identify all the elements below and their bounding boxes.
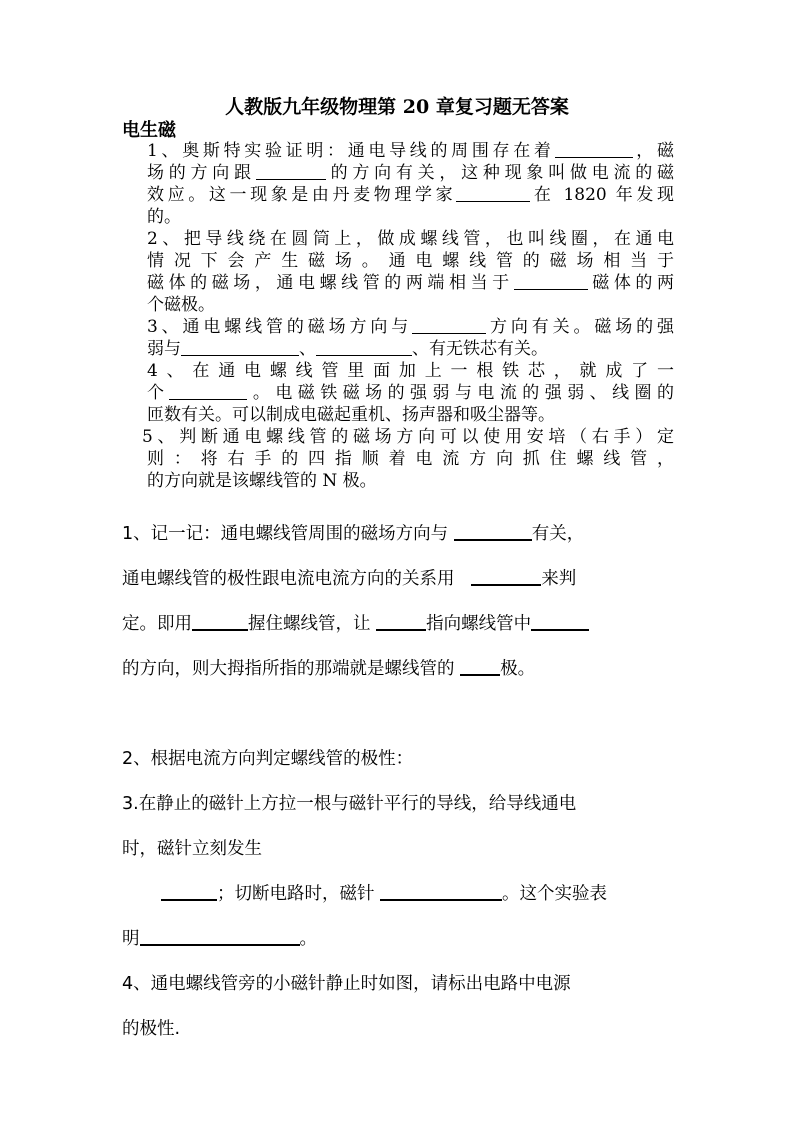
q2-line3 <box>122 272 674 294</box>
ex1-text: 1、记一记：通电螺线管周围的磁场方向与 <box>122 524 449 544</box>
ex1-line2 <box>122 557 682 602</box>
q1-line1 <box>122 140 674 162</box>
spacer <box>122 692 682 737</box>
q5-line1: 5、判断通电螺线管的磁场方向可以使用安培（右手）定 <box>142 427 674 447</box>
q1-text: 效应。这一现象是由丹麦物理学家 <box>147 185 457 205</box>
q2-line2: 情况下会产生磁场。通电螺线管的磁场相当于 <box>147 251 674 271</box>
blank-field[interactable] <box>161 883 217 901</box>
blank-field[interactable] <box>471 568 541 586</box>
ex3-line1: 3.在静止的磁针上方拉一根与磁针平行的导线，给导线通电 <box>122 794 577 814</box>
ex1-text: 通电螺线管的极性跟电流电流方向的关系用 <box>122 569 455 589</box>
ex1-text: 握住螺线管，让 <box>248 614 371 634</box>
blank-field[interactable] <box>181 339 299 356</box>
ex3-text: ；切断电路时，磁针 <box>216 884 375 904</box>
blank-field[interactable] <box>169 383 247 400</box>
q4-line2 <box>122 382 674 404</box>
ex3-line4 <box>122 917 682 962</box>
ex3-text: 。这个实验表 <box>502 884 608 904</box>
ex1-text: 定。即用 <box>122 614 192 634</box>
q2-text: 磁体的磁场，通电螺线管的两端相当于 <box>147 273 514 293</box>
q3-text: 方向有关。磁场的强 <box>486 317 674 337</box>
q2-line1: 2、把导线绕在圆筒上，做成螺线管，也叫线圈，在通电 <box>147 229 674 249</box>
section-heading: 电生磁 <box>122 120 176 141</box>
q1-text: 的方向有关，这种现象叫做电流的磁 <box>325 163 675 183</box>
ex3-text: 明 <box>122 929 140 949</box>
blank-field[interactable] <box>555 141 633 158</box>
ex4-line1: 4、通电螺线管旁的小磁针静止时如图，请标出电路中电源 <box>122 974 571 994</box>
blank-field[interactable] <box>514 273 588 290</box>
q4-text: 个 <box>147 383 170 403</box>
blank-field[interactable] <box>192 613 248 631</box>
q3-text: 、有无铁芯有关。 <box>412 339 548 359</box>
q2-text: 磁体的两 <box>587 273 675 293</box>
q1-text: 1、奥斯特实验证明：通电导线的周围存在着 <box>147 141 555 161</box>
review-notes <box>122 140 674 492</box>
q4-line1: 4、在通电螺线管里面加上一根铁芯，就成了一 <box>147 361 674 381</box>
blank-field[interactable] <box>256 163 326 180</box>
blank-field[interactable] <box>412 317 486 334</box>
blank-field[interactable] <box>456 185 530 202</box>
q1-text: ，磁 <box>632 141 674 161</box>
ex1-text: 的方向，则大拇指所指的那端就是螺线管的 <box>122 659 455 679</box>
blank-field[interactable] <box>376 613 426 631</box>
blank-field[interactable] <box>140 928 300 946</box>
blank-field[interactable] <box>454 523 532 541</box>
q1-line2 <box>122 162 674 184</box>
q5-line3: 的方向就是该螺线管的 N 极。 <box>147 471 377 491</box>
ex1-line1 <box>122 512 682 557</box>
q1-text: 在 1820 年发现 <box>530 185 674 205</box>
ex1-text: 有关， <box>531 524 585 544</box>
ex3-line3 <box>122 872 682 917</box>
q3-text: 、 <box>299 339 316 359</box>
ex4-line2: 的极性. <box>122 1019 181 1039</box>
ex1-text: 来判 <box>541 569 577 589</box>
ex1-line4 <box>122 647 682 692</box>
q1-text: 场的方向跟 <box>147 163 256 183</box>
q5-line2: 则：将右手的四指顺着电流方向抓住螺线管， <box>147 449 674 469</box>
q3-text: 3、通电螺线管的磁场方向与 <box>147 317 413 337</box>
blank-field[interactable] <box>380 883 502 901</box>
blank-field[interactable] <box>460 658 500 676</box>
q3-line2 <box>122 338 674 360</box>
blank-field[interactable] <box>531 613 589 631</box>
q3-text: 弱与 <box>147 339 181 359</box>
ex3-line2: 时，磁针立刻发生 <box>122 839 262 859</box>
ex3-text: 。 <box>299 929 317 949</box>
ex1-text: 指向螺线管中 <box>426 614 532 634</box>
q1-line4: 的。 <box>147 207 181 227</box>
q3-line1 <box>122 316 674 338</box>
q1-line3 <box>122 184 674 206</box>
ex1-line3 <box>122 602 682 647</box>
q4-text: 。电磁铁磁场的强弱与电流的强弱、线圈的 <box>247 383 675 403</box>
q4-line3: 匝数有关。可以制成电磁起重机、扬声器和吸尘器等。 <box>147 405 555 425</box>
page-title: 人教版九年级物理第 20 章复习题无答案 <box>225 96 569 118</box>
blank-field[interactable] <box>316 339 412 356</box>
exercise-section <box>122 512 682 1052</box>
ex1-text: 极。 <box>500 659 536 679</box>
ex2-line: 2、根据电流方向判定螺线管的极性： <box>122 749 414 769</box>
q2-line4: 个磁极。 <box>147 295 215 315</box>
